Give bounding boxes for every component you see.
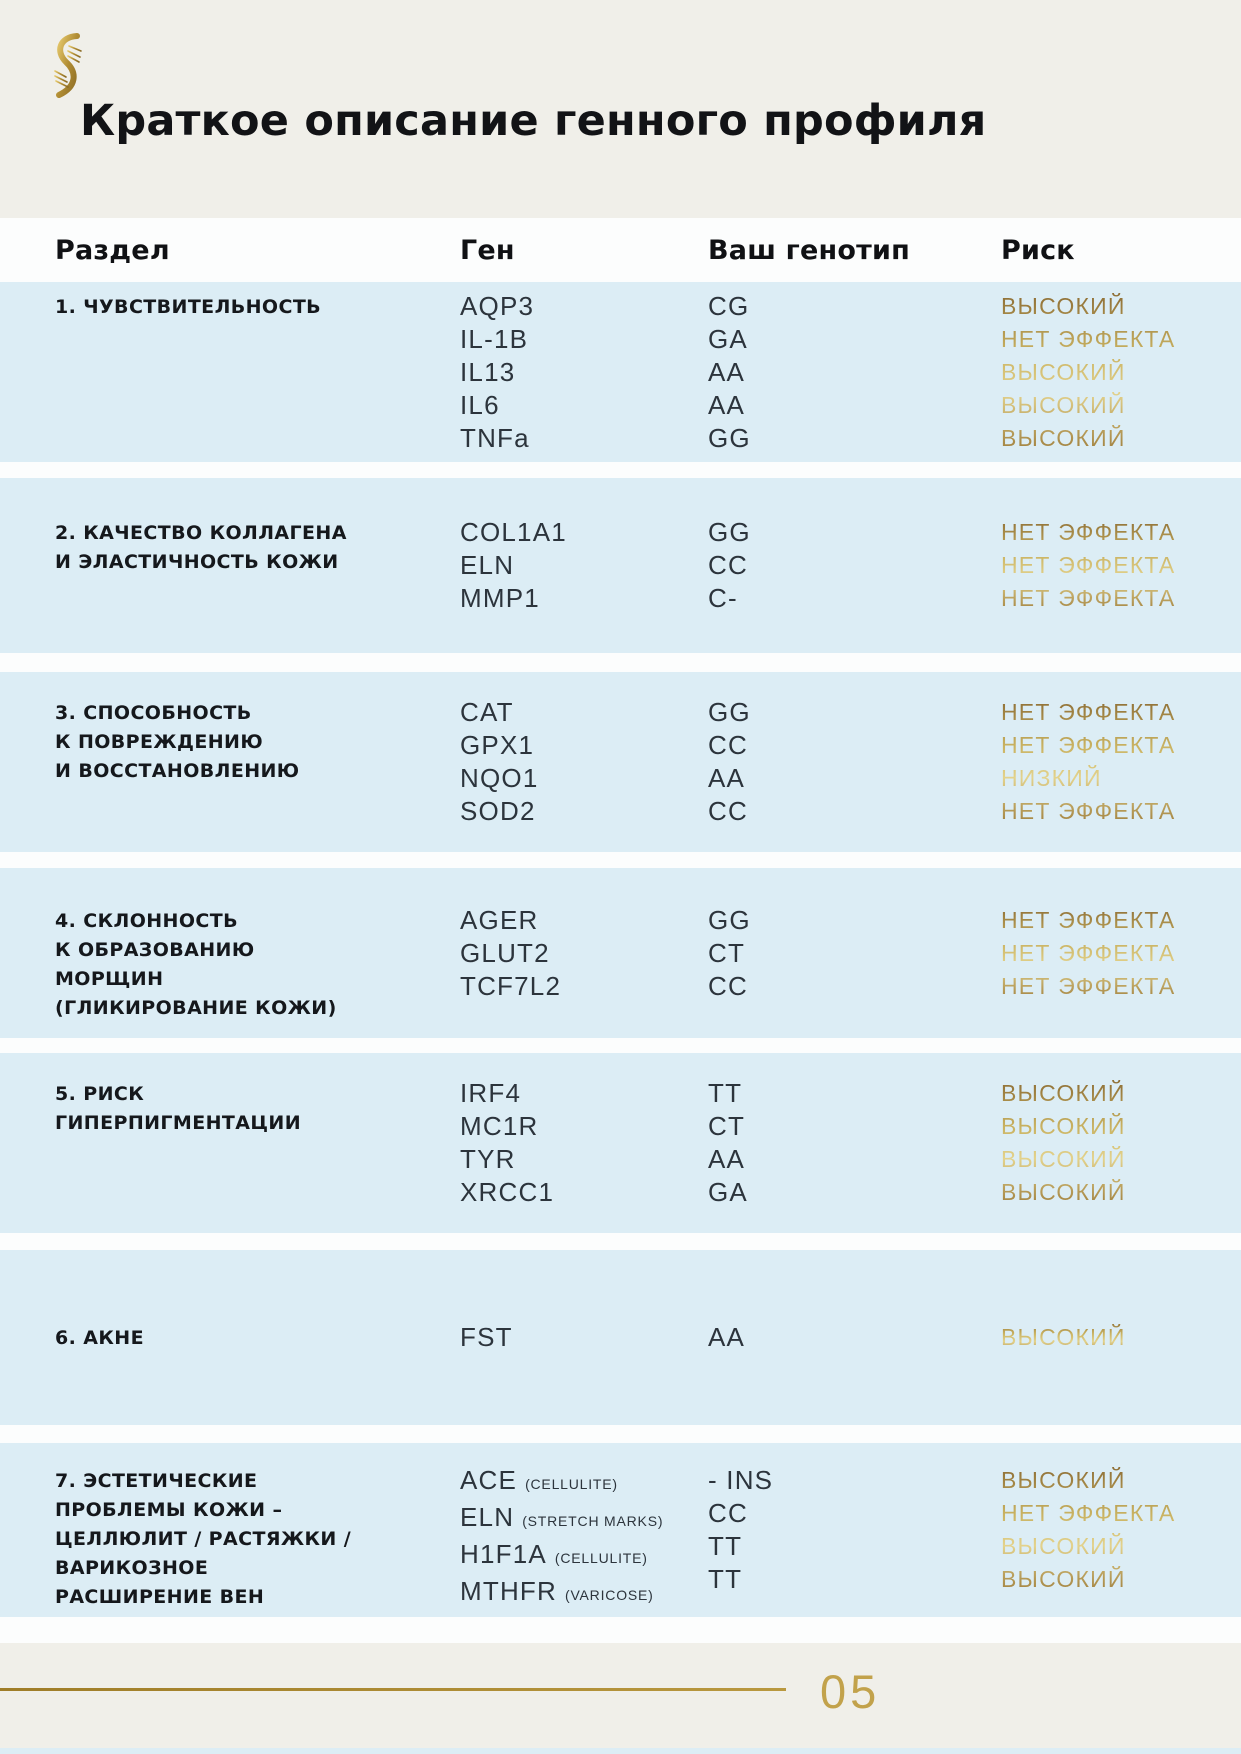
genotype-value: CC	[708, 730, 748, 760]
gene-name	[460, 1110, 708, 1143]
gene-symbol: COL1A1	[460, 517, 567, 547]
genotype-value: AA	[708, 763, 746, 793]
genotype-column	[708, 516, 1001, 615]
gene-symbol: MC1R	[460, 1111, 539, 1141]
gene-symbol: NQO1	[460, 763, 539, 793]
genotype-column	[708, 1321, 1001, 1354]
genotype-value: AA	[708, 1144, 746, 1174]
section-label	[55, 1467, 460, 1612]
footer-divider	[0, 1688, 786, 1691]
gene-column	[460, 1077, 708, 1209]
risk-value: ВЫСОКИЙ	[1001, 1146, 1126, 1172]
header-risk: Риск	[1001, 234, 1075, 266]
genotype-value: CC	[708, 550, 748, 580]
gene-name	[460, 729, 708, 762]
risk-value: ВЫСОКИЙ	[1001, 391, 1126, 418]
section-label-line: К ПОВРЕЖДЕНИЮ	[55, 731, 264, 753]
risk-value: ВЫСОКИЙ	[1001, 358, 1126, 385]
bottom-edge-strip	[0, 1748, 1241, 1754]
gene-name	[460, 795, 708, 828]
gene-name	[460, 1077, 708, 1110]
page-title: Краткое описание генного профиля	[80, 96, 987, 146]
section-label-line: 6. АКНЕ	[55, 1327, 144, 1349]
risk-value: НЕТ ЭФФЕКТА	[1001, 325, 1176, 352]
risk-value: НЕТ ЭФФЕКТА	[1001, 939, 1176, 966]
section-label-line: И ЭЛАСТИЧНОСТЬ КОЖИ	[55, 551, 339, 573]
section-band-7	[0, 1443, 1241, 1617]
gene-symbol: IL13	[460, 356, 516, 387]
gene-name	[460, 323, 708, 356]
genotype-value: GG	[708, 904, 751, 935]
gene-symbol: XRCC1	[460, 1177, 555, 1207]
section-label-line: РАСШИРЕНИЕ ВЕН	[55, 1586, 265, 1608]
gene-symbol: IL6	[460, 389, 500, 420]
section-label-line: 2. КАЧЕСТВО КОЛЛАГЕНА	[55, 522, 347, 544]
genotype-value: AA	[708, 389, 746, 420]
gene-symbol: AGER	[460, 904, 539, 935]
section-band-6	[0, 1250, 1241, 1425]
gene-name	[460, 1501, 708, 1538]
risk-value: НЕТ ЭФФЕКТА	[1001, 1500, 1176, 1526]
gene-name	[460, 1176, 708, 1209]
risk-value: ВЫСОКИЙ	[1001, 1467, 1126, 1493]
gene-symbol: GLUT2	[460, 937, 550, 968]
gene-note: (CELLULITE)	[525, 1476, 618, 1492]
risk-column	[1001, 1464, 1241, 1596]
gene-note: (CELLULITE)	[554, 1550, 648, 1566]
section-label-line: 1. ЧУВСТВИТЕЛЬНОСТЬ	[55, 295, 322, 318]
genotype-value: TT	[708, 1531, 743, 1561]
genotype-value: - INS	[708, 1465, 774, 1495]
section-label-line: 3. СПОСОБНОСТЬ	[55, 702, 252, 724]
gene-symbol: IRF4	[460, 1078, 522, 1108]
risk-value: НЕТ ЭФФЕКТА	[1001, 585, 1176, 611]
gene-name	[460, 1464, 708, 1501]
gene-name	[460, 1575, 708, 1612]
section-label-line: К ОБРАЗОВАНИЮ	[55, 938, 255, 961]
header-gene: Ген	[460, 234, 515, 266]
section-label-line: 7. ЭСТЕТИЧЕСКИЕ	[55, 1470, 258, 1492]
section-band-4	[0, 868, 1241, 1038]
risk-value: НИЗКИЙ	[1001, 765, 1102, 791]
genotype-value: C-	[708, 583, 738, 613]
gene-name	[460, 516, 708, 549]
genotype-value: GG	[708, 422, 751, 453]
genotype-value: CG	[708, 290, 750, 321]
gene-column	[460, 1464, 708, 1612]
section-band-2	[0, 478, 1241, 653]
gene-symbol: H1F1A	[460, 1539, 547, 1569]
gene-symbol: ELN	[460, 1502, 515, 1532]
genotype-value: GG	[708, 697, 751, 727]
gene-symbol: SOD2	[460, 796, 536, 826]
gene-symbol: IL-1B	[460, 323, 529, 354]
risk-value: НЕТ ЭФФЕКТА	[1001, 552, 1176, 578]
section-label	[55, 293, 460, 322]
gene-symbol: MMP1	[460, 583, 540, 613]
risk-value: ВЫСОКИЙ	[1001, 1113, 1126, 1139]
genotype-value: TT	[708, 1078, 743, 1108]
genotype-value: CC	[708, 1498, 748, 1528]
genotype-value: GA	[708, 1177, 748, 1207]
gene-note: (VARICOSE)	[564, 1587, 654, 1603]
gene-name	[460, 1143, 708, 1176]
gene-symbol: ELN	[460, 550, 515, 580]
gene-note: (STRETCH MARKS)	[522, 1513, 664, 1529]
section-label-line: 5. РИСК	[55, 1083, 145, 1105]
risk-value: ВЫСОКИЙ	[1001, 1566, 1126, 1592]
genotype-value: CT	[708, 937, 746, 968]
section-label-line: ГИПЕРПИГМЕНТАЦИИ	[55, 1112, 302, 1134]
gene-column	[460, 904, 708, 1003]
gene-symbol: GPX1	[460, 730, 535, 760]
risk-column	[1001, 290, 1241, 455]
gene-name	[460, 422, 708, 455]
page-number: 05	[820, 1665, 881, 1718]
gene-column	[460, 516, 708, 615]
genotype-value: CT	[708, 1111, 746, 1141]
section-band-1	[0, 282, 1241, 462]
genotype-value: AA	[708, 356, 746, 387]
section-band-5	[0, 1053, 1241, 1233]
risk-value: НЕТ ЭФФЕКТА	[1001, 798, 1176, 824]
genotype-value: GG	[708, 517, 751, 547]
risk-value: ВЫСОКИЙ	[1001, 1324, 1126, 1350]
genotype-value: GA	[708, 323, 748, 354]
section-label-line: ВАРИКОЗНОЕ	[55, 1557, 209, 1579]
gene-column	[460, 290, 708, 455]
section-label-line: 4. СКЛОННОСТЬ	[55, 909, 239, 932]
gene-name	[460, 582, 708, 615]
risk-column	[1001, 516, 1241, 615]
section-band-3	[0, 672, 1241, 852]
section-label	[55, 907, 460, 1023]
risk-value: НЕТ ЭФФЕКТА	[1001, 699, 1176, 725]
gene-symbol: CAT	[460, 697, 514, 727]
gene-symbol: FST	[460, 1322, 513, 1352]
gene-name	[460, 356, 708, 389]
gene-name	[460, 290, 708, 323]
gene-name	[460, 970, 708, 1003]
risk-value: ВЫСОКИЙ	[1001, 1533, 1126, 1559]
section-label	[55, 1080, 460, 1138]
genotype-column	[708, 904, 1001, 1003]
section-label-line: (ГЛИКИРОВАНИЕ КОЖИ)	[55, 996, 337, 1019]
gene-name	[460, 1321, 708, 1354]
genotype-column	[708, 1464, 1001, 1596]
gene-name	[460, 696, 708, 729]
genotype-column	[708, 290, 1001, 455]
risk-value: НЕТ ЭФФЕКТА	[1001, 972, 1176, 999]
gene-column	[460, 1321, 708, 1354]
section-label	[55, 699, 460, 786]
genotype-value: AA	[708, 1322, 746, 1352]
section-label	[55, 519, 460, 577]
genotype-column	[708, 1077, 1001, 1209]
gene-name	[460, 389, 708, 422]
section-label-line: ЦЕЛЛЮЛИТ / РАСТЯЖКИ /	[55, 1528, 352, 1550]
gene-name	[460, 549, 708, 582]
risk-value: НЕТ ЭФФЕКТА	[1001, 519, 1176, 545]
section-label-line: ПРОБЛЕМЫ КОЖИ –	[55, 1499, 283, 1521]
risk-value: ВЫСОКИЙ	[1001, 292, 1126, 319]
gene-name	[460, 937, 708, 970]
gene-name	[460, 904, 708, 937]
header-section: Раздел	[55, 234, 170, 266]
header-genotype: Ваш генотип	[708, 234, 910, 266]
genotype-column	[708, 696, 1001, 828]
gene-symbol: TNFa	[460, 422, 530, 453]
section-label-line: И ВОССТАНОВЛЕНИЮ	[55, 760, 300, 782]
gene-name	[460, 1538, 708, 1575]
section-label-line: МОРЩИН	[55, 967, 164, 990]
gene-column	[460, 696, 708, 828]
gene-name	[460, 762, 708, 795]
risk-value: ВЫСОКИЙ	[1001, 1080, 1126, 1106]
gene-symbol: MTHFR	[460, 1576, 557, 1606]
risk-column	[1001, 904, 1241, 1003]
risk-value: НЕТ ЭФФЕКТА	[1001, 732, 1176, 758]
risk-value: ВЫСОКИЙ	[1001, 424, 1126, 451]
genotype-value: TT	[708, 1564, 743, 1594]
gene-symbol: TYR	[460, 1144, 516, 1174]
gene-symbol: AQP3	[460, 290, 535, 321]
risk-column	[1001, 1077, 1241, 1209]
dna-helix-icon	[46, 33, 90, 99]
genotype-value: CC	[708, 970, 748, 1001]
gene-symbol: ACE	[460, 1465, 518, 1495]
section-label	[55, 1324, 460, 1353]
risk-column	[1001, 1321, 1241, 1354]
risk-column	[1001, 696, 1241, 828]
gene-symbol: TCF7L2	[460, 970, 562, 1001]
table-header-row	[0, 218, 1241, 282]
risk-value: ВЫСОКИЙ	[1001, 1179, 1126, 1205]
risk-value: НЕТ ЭФФЕКТА	[1001, 906, 1176, 933]
genotype-value: CC	[708, 796, 748, 826]
